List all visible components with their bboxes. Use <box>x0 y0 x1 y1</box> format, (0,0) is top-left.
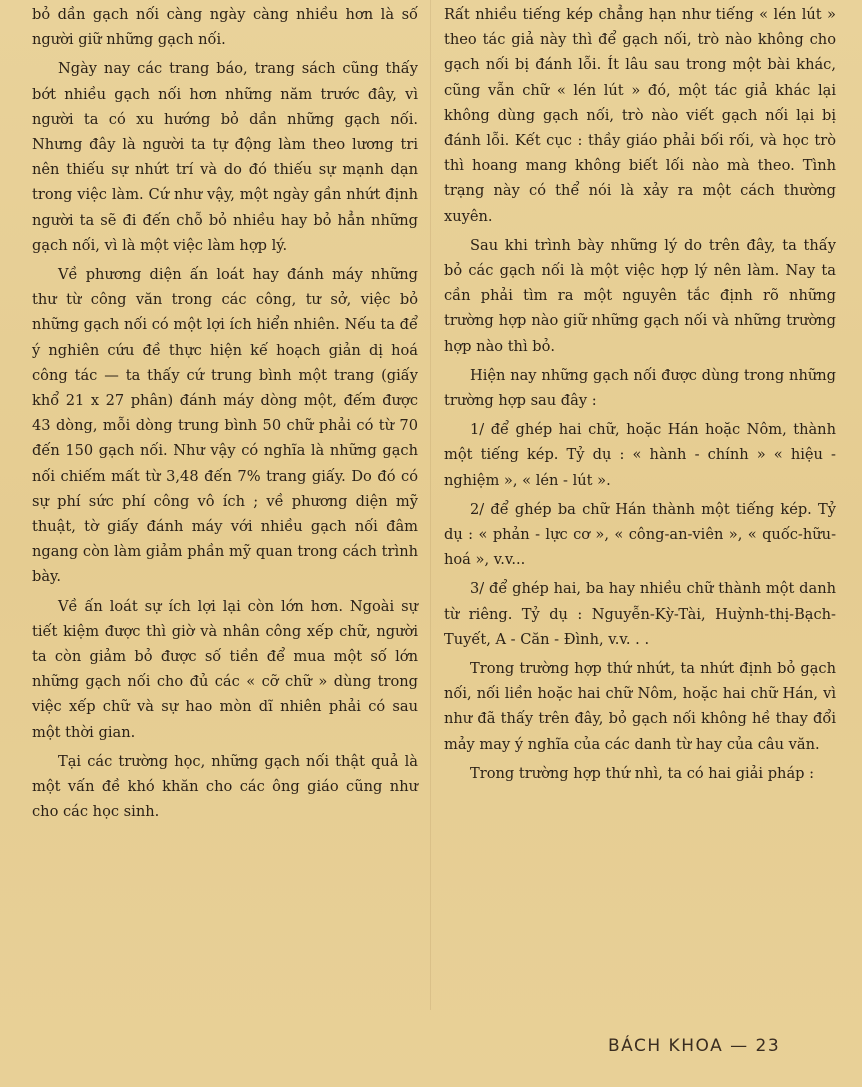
paragraph: Sau khi trình bày những lý do trên đây, ta thấy bỏ các gạch nối là một việc hợp lý nên làm. Nay ta cần phải tìm ra một nguyên tắc định rõ những trường hợp nào giữ những gạch nối và những trường hợp nào thì bỏ. <box>444 236 836 355</box>
left-column <box>32 2 418 829</box>
paragraph: bỏ dần gạch nối càng ngày càng nhiều hơn là số người giữ những gạch nối. <box>32 6 418 49</box>
paragraph: Trong trường hợp thứ nhứt, ta nhứt định bỏ gạch nối, nối liền hoặc hai chữ Nôm, hoặc hai chữ Hán, vì như đã thấy trên đây, bỏ gạch nối không hề thay đổi mảy may ý nghĩa của các danh từ hay của câu văn. <box>444 660 836 753</box>
paragraph: Ngày nay các trang báo, trang sách cũng thấy bớt nhiều gạch nối hơn những năm trước đây, vì người ta có xu hướng bỏ dần những gạch nối. Nhưng đây là người ta tự động làm theo lương tri nên thiếu sự nhứt trí và do đó thiếu sự mạnh dạn trong việc làm. Cứ như vậy, một ngày gần nhứt định người ta sẽ đi đến chỗ bỏ nhiều hay bỏ hẳn những gạch nối, vì là một việc làm hợp lý. <box>32 60 418 254</box>
paragraph: 3/ để ghép hai, ba hay nhiều chữ thành một danh từ riêng. Tỷ dụ : Nguyễn-Kỳ-Tài, Huỳnh-thị-Bạch-Tuyết, A - Căn - Đình, v.v. . . <box>444 580 836 648</box>
page-number: 23 <box>755 1036 781 1056</box>
paragraph: Về ấn loát sự ích lợi lại còn lớn hơn. Ngoài sự tiết kiệm được thì giờ và nhân công xếp chữ, người ta còn giảm bỏ được số tiền để mua một số lớn những gạch nối cho đủ các « cỡ chữ » dùng trong việc xếp chữ và sự hao mòn dĩ nhiên phải có sau một thời gian. <box>32 597 418 741</box>
paragraph: 1/ để ghép hai chữ, hoặc Hán hoặc Nôm, thành một tiếng kép. Tỷ dụ : « hành - chính » « hiệu - nghiệm », « lén - lút ». <box>444 421 836 489</box>
footer-separator: — <box>730 1036 749 1056</box>
page-footer <box>608 1036 780 1056</box>
paragraph: Rất nhiều tiếng kép chẳng hạn như tiếng « lén lút » theo tác giả này thì để gạch nối, trò nào không cho gạch nối bị đánh lỗi. Ít lâu sau trong một bài khác, cũng vẫn chữ « lén lút » đó, một tác giả khác lại không dùng gạch nối, trò nào viết gạch nối lại bị đánh lỗi. Kết cục : thầy giáo phải bối rối, và học trò thì hoang mang không biết lối nào mà theo. Tình trạng này có thể nói là xảy ra một cách thường xuyên. <box>444 6 836 225</box>
paragraph: Tại các trường học, những gạch nối thật quả là một vấn đề khó khăn cho các ông giáo cũng như cho các học sinh. <box>32 752 418 821</box>
paragraph: 2/ để ghép ba chữ Hán thành một tiếng kép. Tỷ dụ : « phản - lực cơ », « công-an-viên », « quốc-hữu-hoá », v.v... <box>444 500 836 569</box>
paragraph: Về phương diện ấn loát hay đánh máy những thư từ công văn trong các công, tư sở, việc bỏ những gạch nối có một lợi ích hiển nhiên. Nếu ta để ý nghiên cứu đề thực hiện kế hoạch giản dị hoá công tác — ta thấy cứ trung bình một trang (giấy khổ 21 x 27 phân) đánh máy dòng một, đếm được 43 dòng, mỗi dòng trung bình 50 chữ phải có từ 70 đến 150 gạch nối. Như vậy có nghĩa là những gạch nối chiếm mất từ 3,48 đến 7% trang giấy. Do đó có sự phí sức phí công vô ích ; về phương diện mỹ thuật, tờ giấy đánh máy với nhiều gạch nối đâm ngang còn làm giảm phần mỹ quan trong cách trình bày. <box>32 266 418 586</box>
magazine-name: BÁCH KHOA <box>608 1036 724 1056</box>
right-column <box>444 2 836 790</box>
column-divider <box>430 0 431 1010</box>
paragraph: Hiện nay những gạch nối được dùng trong những trường hợp sau đây : <box>444 366 836 410</box>
paragraph: Trong trường hợp thứ nhì, ta có hai giải pháp : <box>470 764 815 782</box>
